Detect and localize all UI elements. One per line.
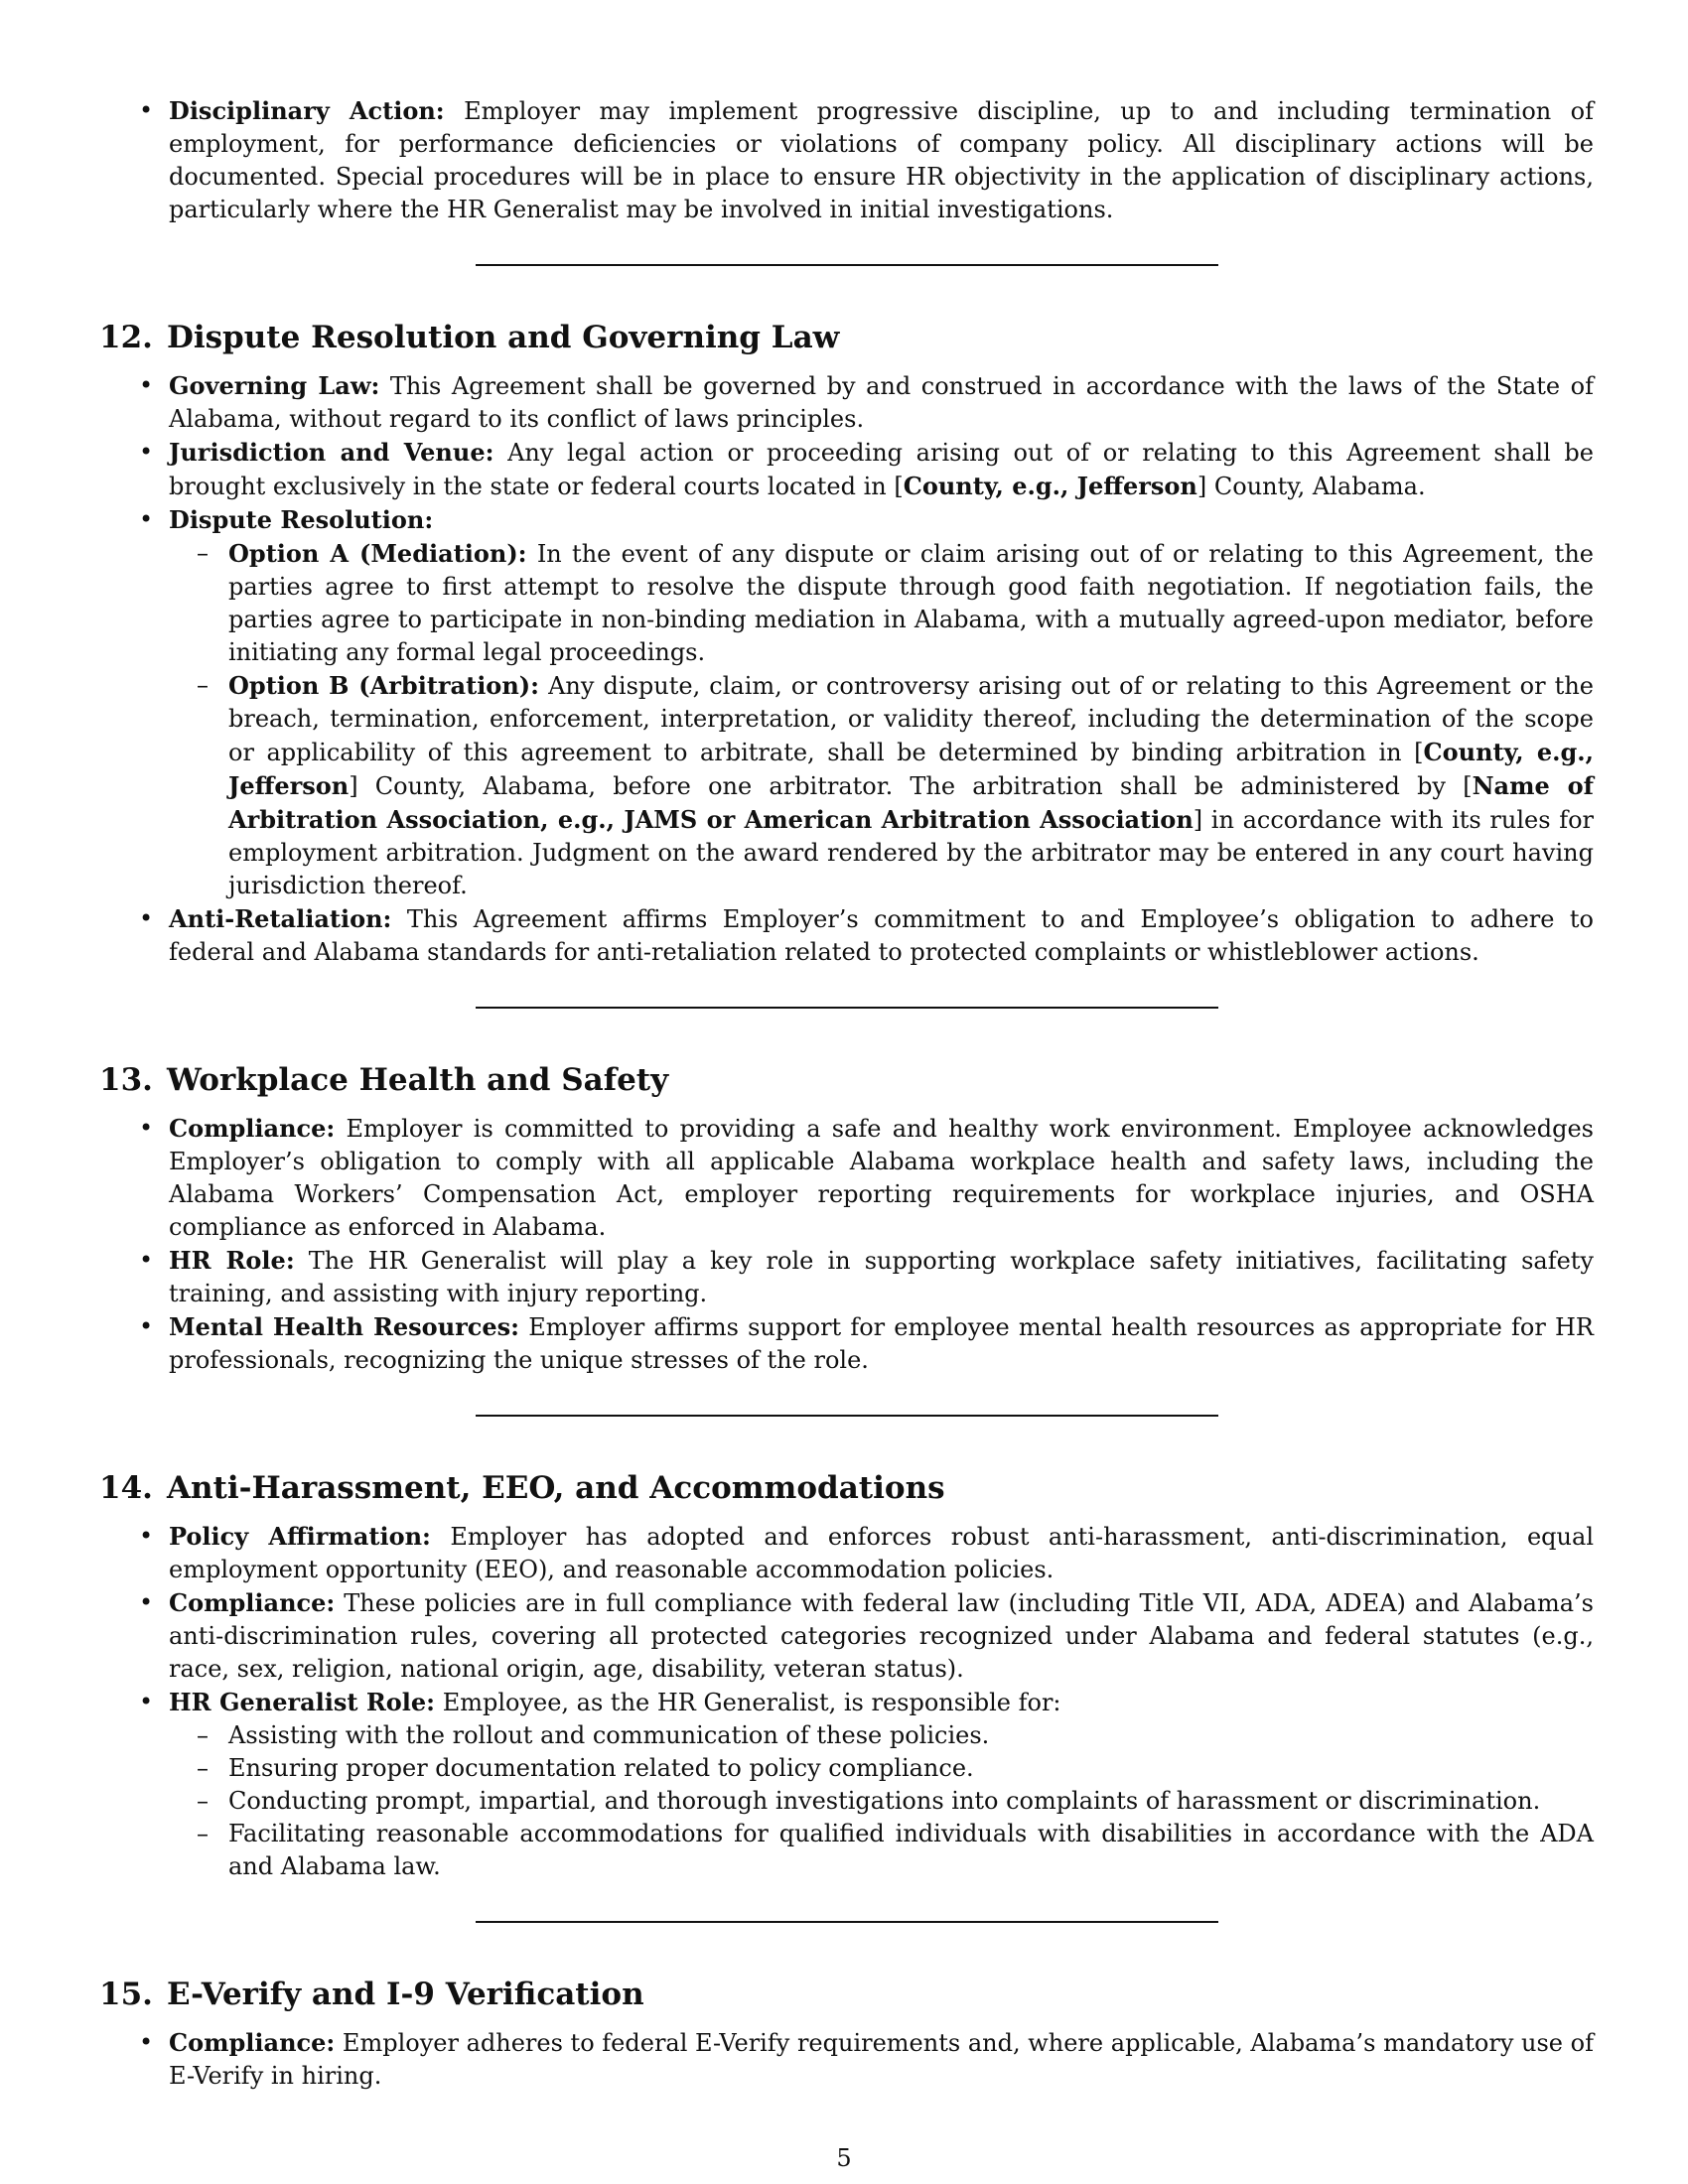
section-divider xyxy=(476,1921,1218,1923)
list-item-disciplinary-action xyxy=(99,94,1594,226)
item-label: Governing Law: xyxy=(169,371,380,400)
list-item-option-b xyxy=(169,669,1594,902)
item-label: Disciplinary Action: xyxy=(169,96,445,125)
item-label: Dispute Resolution: xyxy=(169,505,434,534)
item-label: Compliance: xyxy=(169,2028,336,2057)
item-text: ] County, Alabama. xyxy=(1196,473,1426,500)
item-label: Jurisdiction and Venue: xyxy=(169,438,494,467)
document-page xyxy=(99,94,1594,2093)
page-number: 5 xyxy=(836,2144,852,2172)
list-item-policy-affirmation xyxy=(99,1520,1594,1586)
section-divider xyxy=(476,1415,1218,1417)
item-text: This Agreement affirms Employer’s commitment to and Employee’s obligation to adhere to federal and Alabama standards for anti-retaliation related to protected complaints or whistleblower actions. xyxy=(169,905,1594,966)
item-text: The HR Generalist will play a key role in supporting workplace safety initiatives, facilitating safety training, and assisting with injury reporting. xyxy=(169,1247,1594,1307)
item-label: Option A (Mediation): xyxy=(228,539,527,568)
section-number: 13. xyxy=(99,1062,153,1098)
section-11-list xyxy=(99,94,1594,226)
list-item: – Conducting prompt, impartial, and thorough investigations into complaints of harassment or discrimination. xyxy=(169,1785,1594,1818)
item-label: Anti-Retaliation: xyxy=(169,904,392,933)
item-text: Employer has adopted and enforces robust anti-harassment, anti-discrimination, equal employment opportunity (EEO), and reasonable accommodation policies. xyxy=(169,1523,1594,1583)
list-item-option-a xyxy=(169,537,1594,669)
item-label: HR Generalist Role: xyxy=(169,1688,436,1716)
item-text: Employer affirms support for employee mental health resources as appropriate for HR professionals, recognizing the unique stresses of the role. xyxy=(169,1313,1595,1374)
list-item-compliance xyxy=(99,2026,1594,2093)
list-item-compliance xyxy=(99,1586,1594,1686)
section-number: 12. xyxy=(99,320,153,355)
list-item-hr-generalist-role xyxy=(99,1686,1594,1883)
section-15-list xyxy=(99,2026,1594,2093)
list-item: – Ensuring proper documentation related to policy compliance. xyxy=(169,1752,1594,1785)
section-divider xyxy=(476,1007,1218,1009)
item-text: Employer may implement progressive discipline, up to and including termination of employment, for performance deficiencies or violations of company policy. All disciplinary actions will be documented. Special procedures will be in place to ensure HR objectivity in the application of disciplinary actions, particularly where the HR Generalist may be involved in initial investigations. xyxy=(169,97,1594,223)
list-item-hr-role xyxy=(99,1244,1594,1310)
item-label: Compliance: xyxy=(169,1588,336,1617)
placeholder-association: Name of Arbitration Association, e.g., JAMS or American Arbitration Association xyxy=(228,771,1595,834)
list-item-jurisdiction xyxy=(99,436,1594,503)
placeholder-county: County, e.g., Jefferson xyxy=(903,472,1197,500)
item-text: ] County, Alabama, before one arbitrator. The arbitration shall be administered by [ xyxy=(349,772,1473,800)
section-title: Anti-Harassment, EEO, and Accommodations xyxy=(166,1470,945,1506)
responsibilities-list xyxy=(169,1719,1594,1883)
section-title: Workplace Health and Safety xyxy=(166,1062,669,1098)
item-text: Employer adheres to federal E-Verify requirements and, where applicable, Alabama’s mandatory use of E-Verify in hiring. xyxy=(169,2029,1594,2090)
item-text: Any legal action or proceeding arising out of or relating to this Agreement shall be brought exclusively in the state or federal courts located in [ xyxy=(169,439,1594,500)
item-text: This Agreement shall be governed by and construed in accordance with the laws of the State of Alabama, without regard to its conflict of laws principles. xyxy=(169,372,1594,433)
section-14-list xyxy=(99,1520,1594,1883)
section-number: 15. xyxy=(99,1977,153,2012)
item-label: HR Role: xyxy=(169,1246,295,1275)
section-divider xyxy=(476,264,1218,266)
section-heading-14 xyxy=(99,1470,1594,1506)
section-number: 14. xyxy=(99,1470,153,1506)
section-heading-15 xyxy=(99,1977,1594,2012)
section-heading-13 xyxy=(99,1062,1594,1098)
list-item-dispute-resolution xyxy=(99,503,1594,902)
list-item-anti-retaliation xyxy=(99,902,1594,969)
section-title: Dispute Resolution and Governing Law xyxy=(166,320,840,355)
item-text: ] in accordance with its rules for employment arbitration. Judgment on the award rendered by the arbitrator may be entered in any court having jurisdiction thereof. xyxy=(228,806,1594,899)
item-label: Compliance: xyxy=(169,1114,336,1143)
list-item-governing-law xyxy=(99,369,1594,436)
item-text: Employee, as the HR Generalist, is responsible for: xyxy=(442,1689,1061,1716)
item-text: Employer is committed to providing a safe and healthy work environment. Employee acknowledges Employer’s obligation to comply with all applicable Alabama workplace health and safety laws, including the Alabama Workers’ Compensation Act, employer reporting requirements for workplace injuries, and OSHA compliance as enforced in Alabama. xyxy=(169,1115,1594,1241)
section-heading-12 xyxy=(99,320,1594,355)
dispute-options-list xyxy=(169,537,1594,902)
item-label: Mental Health Resources: xyxy=(169,1312,520,1341)
item-label: Option B (Arbitration): xyxy=(228,671,539,700)
section-title: E-Verify and I-9 Verification xyxy=(166,1977,644,2012)
section-13-list xyxy=(99,1112,1594,1377)
item-text: These policies are in full compliance with federal law (including Title VII, ADA, ADEA) and Alabama’s anti-discrimination rules, covering all protected categories recognized under Alabama and federal statutes (e.g., race, sex, religion, national origin, age, disability, veteran status). xyxy=(169,1589,1594,1683)
list-item: – Facilitating reasonable accommodations for qualified individuals with disabilities in accordance with the ADA and Alabama law. xyxy=(169,1818,1594,1883)
item-text: In the event of any dispute or claim arising out of or relating to this Agreement, the parties agree to first attempt to resolve the dispute through good faith negotiation. If negotiation fails, the parties agree to participate in non-binding mediation in Alabama, with a mutually agreed-upon mediator, before initiating any formal legal proceedings. xyxy=(228,540,1594,666)
list-item: – Assisting with the rollout and communication of these policies. xyxy=(169,1719,1594,1752)
item-label: Policy Affirmation: xyxy=(169,1522,431,1551)
placeholder-county: County, e.g., Jefferson xyxy=(228,738,1595,800)
list-item-compliance xyxy=(99,1112,1594,1244)
item-text: Any dispute, claim, or controversy arising out of or relating to this Agreement or the breach, termination, enforcement, interpretation, or validity thereof, including the determination of the scope or applicability of this agreement to arbitrate, shall be determined by binding arbitration in [ xyxy=(228,672,1594,766)
section-12-list xyxy=(99,369,1594,969)
list-item-mental-health xyxy=(99,1310,1594,1377)
